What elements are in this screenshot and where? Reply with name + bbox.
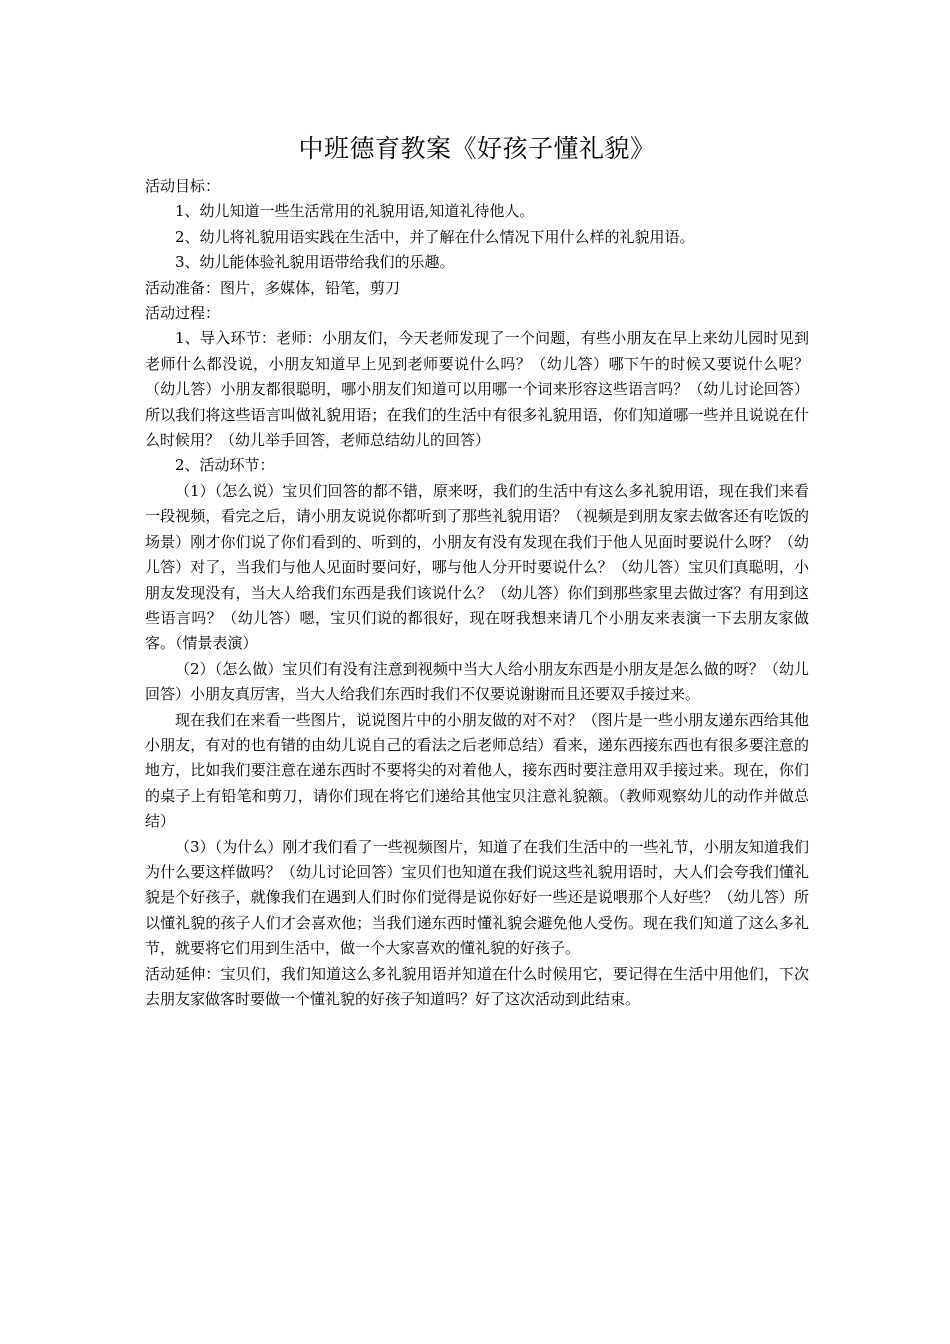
activity-part-why: （3）（为什么）刚才我们看了一些视频图片，知道了在我们生活中的一些礼节，小朋友知道我们为什么要这样做吗？（幼儿讨论回答）宝贝们也知道在我们说这些礼貌用语时，大人们会夸我们懂礼貌是个好孩子，就像我们在遇到人们时你们觉得是说你好好一些还是说喂那个人好些？（幼儿答）所以懂礼貌的孩子人们才会喜欢他；当我们递东西时懂礼貌会避免他人受伤。现在我们知道了这么多礼节，就要将它们用到生活中，做一个大家喜欢的懂礼貌的好孩子。 <box>145 837 809 958</box>
document-body <box>145 174 809 1012</box>
document-title: 中班德育教案《好孩子懂礼貌》 <box>298 134 656 163</box>
section-preparation: 活动准备：图片，多媒体，铅笔，剪刀 <box>145 278 401 297</box>
goal-item-2: 2、幼儿将礼貌用语实践在生活中，并了解在什么情况下用什么样的礼貌用语。 <box>175 227 695 246</box>
goal-item-1: 1、幼儿知道一些生活常用的礼貌用语,知道礼待他人。 <box>175 202 535 221</box>
process-step-activity-heading: 2、活动环节： <box>175 456 275 475</box>
section-extension: 活动延伸：宝贝们，我们知道这么多礼貌用语并知道在什么时候用它，要记得在生活中用他们，下次去朋友家做客时要做一个懂礼貌的好孩子知道吗？好了这次活动到此结束。 <box>145 964 809 1008</box>
activity-part-how-to-say: （1）（怎么说）宝贝们回答的都不错，原来呀，我们的生活中有这么多礼貌用语，现在我们来看一段视频，看完之后，请小朋友说说你都听到了那些礼貌用语？（视频是到朋友家去做客还有吃饭的场景）刚才你们说了你们看到的、听到的，小朋友有没有发现在我们于他人见面时要说什么呀？（幼儿答）对了，当我们与他人见面时要问好，哪与他人分开时要说什么？（幼儿答）宝贝们真聪明，小朋友发现没有，当大人给我们东西是我们该说什么？（幼儿答）你们到那些家里去做过客？有用到这些语言吗？（幼儿答）嗯，宝贝们说的都很好，现在呀我想来请几个小朋友来表演一下去朋友家做客。（情景表演） <box>145 481 809 653</box>
document-page <box>145 132 809 1012</box>
activity-part-how-to-do: （2）（怎么做）宝贝们有没有注意到视频中当大人给小朋友东西是小朋友是怎么做的呀？（幼儿回答）小朋友真厉害，当大人给我们东西时我们不仅要说谢谢而且还要双手接过来。 <box>145 659 809 704</box>
goal-item-3: 3、幼儿能体验礼貌用语带给我们的乐趣。 <box>175 253 455 272</box>
section-heading-goals: 活动目标： <box>145 177 221 195</box>
process-step-intro: 1、导入环节：老师：小朋友们，今天老师发现了一个问题，有些小朋友在早上来幼儿园时见到老师什么都没说，小朋友知道早上见到老师要说什么吗？（幼儿答）哪下午的时候又要说什么呢？（幼儿答）小朋友都很聪明，哪小朋友们知道可以用哪一个词来形容这些语言吗？（幼儿讨论回答）所以我们将这些语言叫做礼貌用语；在我们的生活中有很多礼貌用语，你们知道哪一些并且说说在什么时候用？（幼儿举手回答，老师总结幼儿的回答） <box>145 329 809 450</box>
section-heading-process: 活动过程： <box>145 304 221 323</box>
activity-part-pictures: 现在我们在来看一些图片，说说图片中的小朋友做的对不对？（图片是一些小朋友递东西给其他小朋友，有对的也有错的由幼儿说自己的看法之后老师总结）看来，递东西接东西也有很多要注意的地方，比如我们要注意在递东西时不要将尖的对着他人，接东西时要注意用双手接过来。现在，你们的桌子上有铅笔和剪刀，请你们现在将它们递给其他宝贝注意礼貌额。（教师观察幼儿的动作并做总结） <box>145 710 809 831</box>
